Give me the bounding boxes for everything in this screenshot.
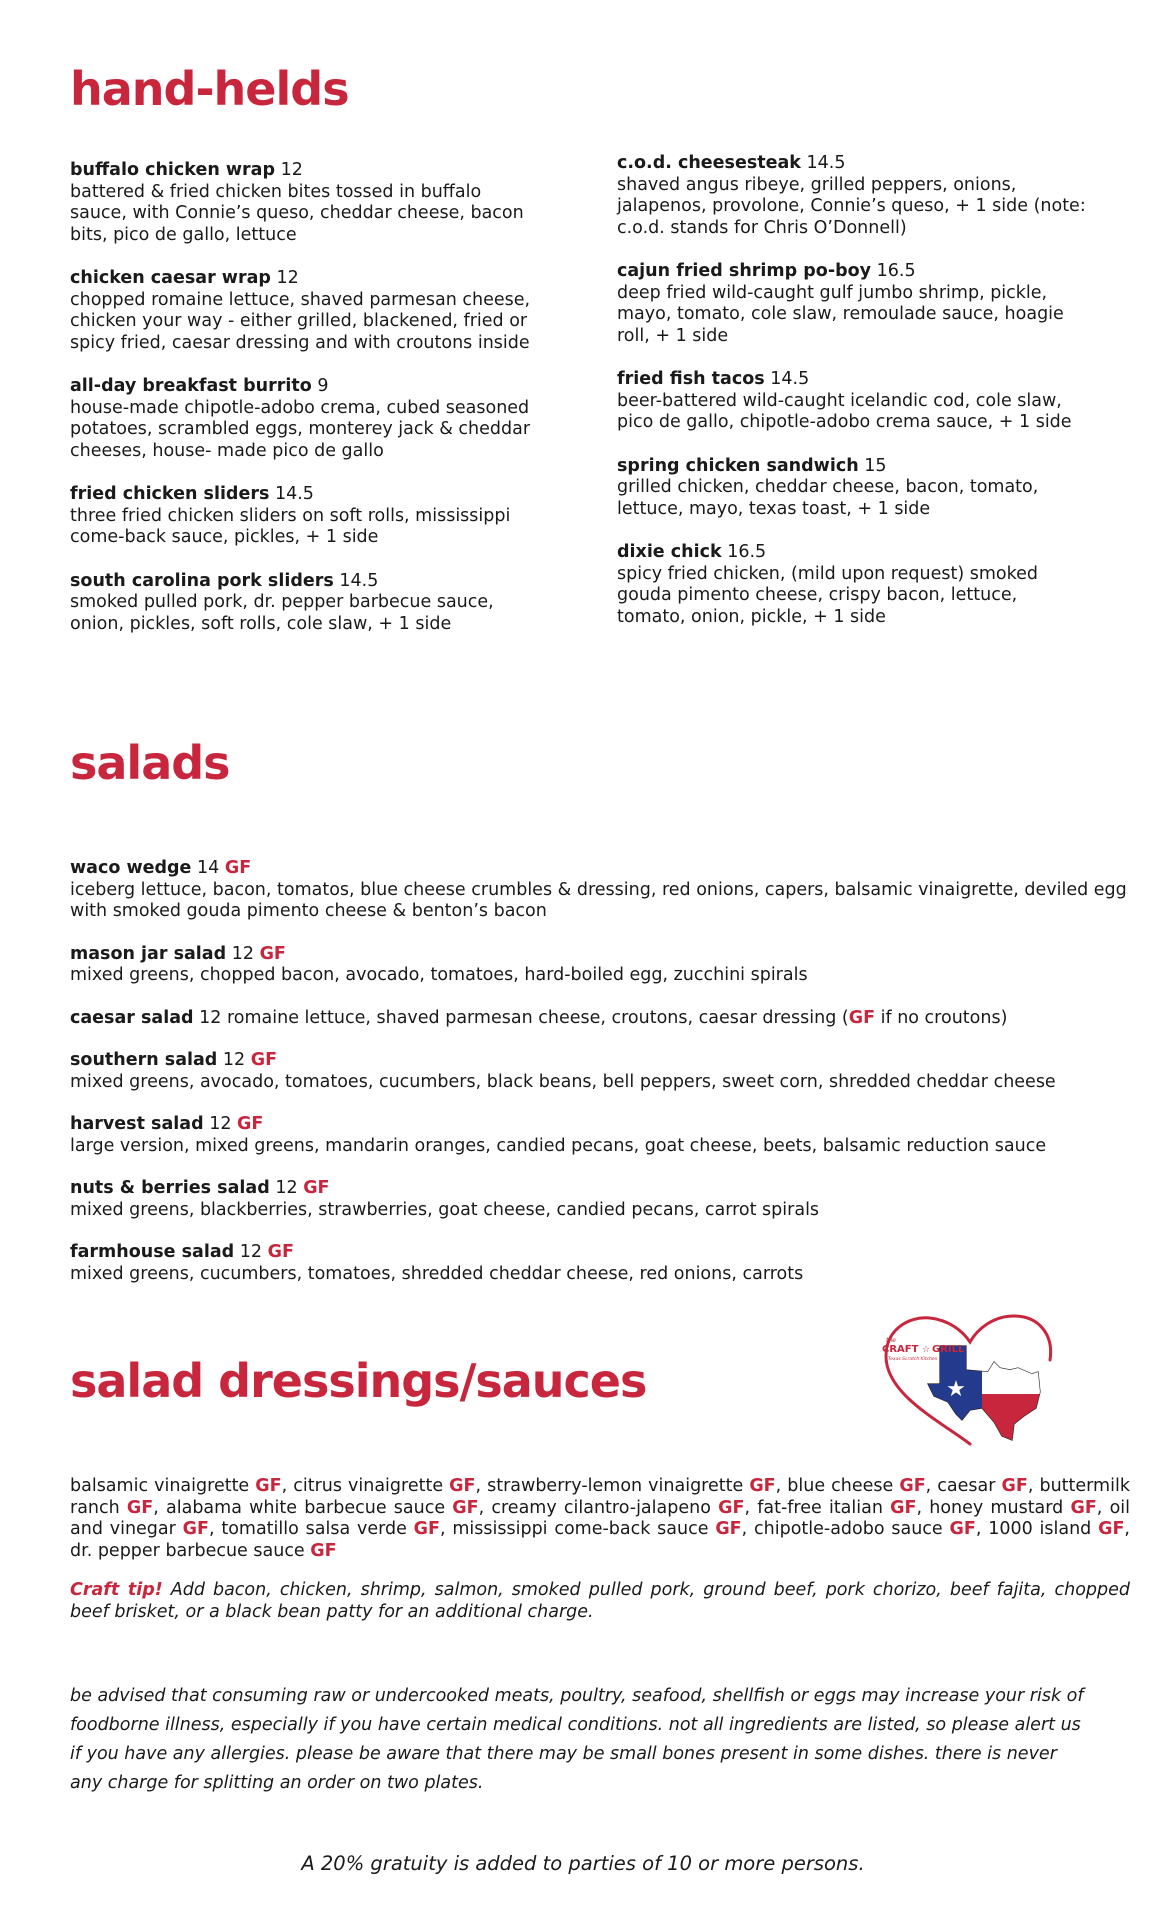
- gf-badge: GF: [259, 943, 286, 964]
- item-price: 12: [280, 160, 303, 180]
- handhelds-left-column: [70, 160, 540, 657]
- menu-item: [70, 376, 540, 462]
- dressing-name: 1000 island: [988, 1519, 1099, 1539]
- logo-word-right: GRILL: [932, 1344, 965, 1355]
- item-description: mixed greens, blackberries, strawberries, goat cheese, candied pecans, carrot spirals: [70, 1199, 820, 1220]
- logo-word-left: CRAFT: [882, 1344, 919, 1355]
- dressing-separator: ,: [1096, 1497, 1110, 1518]
- dressing-separator: ,: [208, 1519, 222, 1539]
- item-description: three fried chicken sliders on soft rolls, mississippi come-back sauce, pickles, + 1 side: [70, 505, 511, 547]
- menu-item: [70, 1008, 1130, 1030]
- gf-badge: GF: [949, 1519, 976, 1539]
- item-description: iceberg lettuce, bacon, tomatos, blue cheese crumbles & dressing, red onions, capers, balsamic vinaigrette, deviled egg with smoked gouda pimento cheese & benton’s bacon: [70, 879, 1127, 921]
- item-name: all-day breakfast burrito: [70, 376, 312, 396]
- menu-item: [70, 1114, 1130, 1157]
- dressing-name: chipotle-adobo sauce: [754, 1519, 950, 1539]
- dressing-separator: ,: [281, 1476, 294, 1496]
- gf-badge: GF: [237, 1114, 264, 1134]
- item-price: 15: [864, 455, 887, 476]
- menu-item: [70, 571, 540, 636]
- gratuity-note: A 20% gratuity is added to parties of 10 or more persons.: [301, 1852, 865, 1875]
- item-price: 12: [222, 1050, 246, 1070]
- allergy-advisory: be advised that consuming raw or undercooked meats, poultry, seafood, shellfish or eggs may increase your risk of foodborne illness, especially if you have certain medical conditions. not all ingredients are listed, so please alert us if you have any allergies. please be aware that there may be small bones present in some dishes. there is never any charge for splitting an order on two plates.: [70, 1686, 1084, 1793]
- item-price: 12: [231, 943, 254, 964]
- gf-badge: GF: [449, 1476, 476, 1496]
- menu-item: [70, 858, 1130, 923]
- menu-item: [70, 1178, 1130, 1221]
- item-description: mixed greens, chopped bacon, avocado, tomatoes, hard-boiled egg, zucchini spirals: [70, 965, 808, 985]
- dressing-name: honey mustard: [929, 1497, 1071, 1518]
- dressing-separator: ,: [1027, 1476, 1040, 1496]
- gf-badge: GF: [749, 1476, 776, 1496]
- item-name: dixie chick: [617, 542, 722, 562]
- menu-item: [70, 160, 540, 246]
- dressing-separator: ,: [439, 1519, 453, 1539]
- item-price: 12: [275, 1178, 298, 1198]
- gf-badge: GF: [1098, 1519, 1125, 1539]
- item-description: grilled chicken, cheddar cheese, bacon, tomato, lettuce, mayo, texas toast, + 1 side: [617, 477, 1039, 519]
- item-price: 16.5: [876, 261, 916, 281]
- gf-badge: GF: [310, 1540, 337, 1561]
- item-price: 14.5: [274, 484, 314, 504]
- gf-badge: GF: [126, 1497, 154, 1518]
- gf-badge: GF: [718, 1497, 745, 1518]
- dressing-separator: ,: [741, 1519, 755, 1539]
- dressing-name: citrus vinaigrette: [293, 1476, 450, 1496]
- gf-badge: GF: [255, 1476, 282, 1496]
- item-name: buffalo chicken wrap: [70, 160, 276, 180]
- dressing-name: mississippi come-back sauce: [452, 1519, 716, 1539]
- logo-subtitle: Texas Scratch Kitchen: [888, 1357, 938, 1362]
- gf-badge: GF: [1001, 1476, 1028, 1496]
- menu-item: [70, 268, 540, 354]
- item-name: cajun fried shrimp po-boy: [617, 261, 872, 281]
- dressing-name: caesar: [937, 1476, 1002, 1496]
- item-description: chopped romaine lettuce, shaved parmesan cheese, chicken your way - either grilled, blackened, fried or spicy fried, caesar dressing and with croutons inside: [70, 289, 531, 353]
- dressing-name: balsamic vinaigrette: [70, 1476, 256, 1496]
- menu-item: [617, 261, 1087, 347]
- item-price: 12: [239, 1242, 263, 1262]
- gf-badge: GF: [890, 1497, 917, 1518]
- item-name: fried chicken sliders: [70, 484, 270, 504]
- dressing-separator: ,: [744, 1497, 758, 1518]
- dressing-name: blue cheese: [787, 1476, 900, 1496]
- gf-badge: GF: [267, 1242, 294, 1262]
- item-name: southern salad: [70, 1050, 218, 1070]
- item-description: 12 romaine lettuce, shaved parmesan cheese, croutons, caesar dressing (: [193, 1007, 849, 1028]
- item-price: 14.5: [806, 153, 846, 173]
- item-description: house-made chipotle-adobo crema, cubed seasoned potatoes, scrambled eggs, monterey jack & cheddar cheeses, house- made pico de gallo: [70, 397, 531, 461]
- menu-item: [70, 1050, 1130, 1093]
- dressing-name: tomatillo salsa verde: [221, 1519, 414, 1539]
- item-price: 14.5: [770, 369, 810, 389]
- item-name: fried fish tacos: [617, 369, 765, 389]
- item-price: 9: [317, 376, 329, 396]
- item-description: mixed greens, avocado, tomatoes, cucumbers, black beans, bell peppers, sweet corn, shredded cheddar cheese: [70, 1071, 1056, 1092]
- item-price: 12: [276, 268, 299, 288]
- item-name: south carolina pork sliders: [70, 570, 334, 591]
- craft-tip: [70, 1580, 1130, 1623]
- menu-item: [70, 944, 1130, 987]
- salads-list: [70, 858, 1130, 1306]
- item-description: deep fried wild-caught gulf jumbo shrimp, pickle, mayo, tomato, cole slaw, remoulade sauce, hoagie roll, + 1 side: [617, 282, 1064, 346]
- item-name: c.o.d. cheesesteak: [617, 153, 801, 173]
- logo-star-icon: ☆: [922, 1345, 931, 1355]
- menu-item: [617, 456, 1087, 521]
- item-name: nuts & berries salad: [70, 1178, 270, 1198]
- gf-badge: GF: [715, 1519, 742, 1539]
- item-name: harvest salad: [70, 1114, 204, 1134]
- item-description: mixed greens, cucumbers, tomatoes, shredded cheddar cheese, red onions, carrots: [70, 1263, 804, 1284]
- section-title-dressings: salad dressings/sauces: [70, 1354, 647, 1408]
- item-name: farmhouse salad: [70, 1242, 235, 1262]
- item-description: spicy fried chicken, (mild upon request) smoked gouda pimento cheese, crispy bacon, lettuce, tomato, onion, pickle, + 1 side: [617, 563, 1038, 627]
- section-title-handhelds: hand-helds: [70, 62, 349, 116]
- dressing-separator: ,: [475, 1476, 488, 1496]
- gf-badge: GF: [899, 1476, 926, 1496]
- item-description: large version, mixed greens, mandarin oranges, candied pecans, goat cheese, beets, balsamic reduction sauce: [70, 1135, 1047, 1156]
- dressing-separator: ,: [975, 1519, 989, 1539]
- menu-item: [617, 542, 1087, 628]
- dressing-name: strawberry-lemon vinaigrette: [487, 1476, 750, 1496]
- gf-badge: GF: [182, 1519, 209, 1539]
- item-name: waco wedge: [70, 858, 192, 878]
- menu-item: [70, 484, 540, 549]
- item-name: caesar salad: [70, 1007, 194, 1028]
- item-name: mason jar salad: [70, 943, 227, 964]
- gf-badge: GF: [303, 1178, 330, 1198]
- menu-item: [70, 1242, 1130, 1285]
- item-price: 14: [197, 858, 220, 878]
- dressing-name: oil and vinegar: [70, 1497, 1130, 1539]
- item-description: shaved angus ribeye, grilled peppers, onions, jalapenos, provolone, Connie’s queso, + 1 side (note: c.o.d. stands for Chris O’Donnell): [617, 174, 1086, 238]
- gf-badge: GF: [224, 858, 252, 878]
- item-description: smoked pulled pork, dr. pepper barbecue sauce, onion, pickles, soft rolls, cole slaw, + 1 side: [70, 592, 494, 634]
- gf-badge: GF: [413, 1519, 440, 1539]
- craft-tip-label: Craft tip!: [70, 1580, 163, 1600]
- item-description-tail: if no croutons): [875, 1007, 1008, 1028]
- dressing-separator: ,: [916, 1497, 930, 1518]
- gf-badge: GF: [1070, 1497, 1097, 1518]
- dressings-block: [70, 1476, 1130, 1623]
- gf-badge: GF: [452, 1497, 479, 1518]
- item-name: spring chicken sandwich: [617, 455, 859, 476]
- craft-tip-text: Add bacon, chicken, shrimp, salmon, smoked pulled pork, ground beef, pork chorizo, beef fajita, chopped beef brisket, or a black bean patty for an additional charge.: [70, 1580, 1130, 1622]
- dressing-name: alabama white barbecue sauce: [166, 1497, 453, 1518]
- item-price: 16.5: [727, 542, 767, 562]
- dressing-name: creamy cilantro-jalapeno: [491, 1497, 719, 1518]
- menu-item: [617, 153, 1087, 239]
- section-title-salads: salads: [70, 736, 230, 790]
- craft-grill-logo: [878, 1312, 1058, 1452]
- gf-badge: GF: [250, 1050, 278, 1070]
- item-price: 12: [209, 1114, 232, 1134]
- dressing-name: fat-free italian: [757, 1497, 891, 1518]
- dressing-separator: ,: [1124, 1519, 1130, 1539]
- menu-item: [617, 369, 1087, 434]
- item-description: beer-battered wild-caught icelandic cod, cole slaw, pico de gallo, chipotle-adobo crema sauce, + 1 side: [617, 390, 1072, 432]
- logo-small-text: the: [886, 1337, 896, 1344]
- gf-badge: GF: [848, 1007, 876, 1028]
- dressing-separator: ,: [775, 1476, 788, 1496]
- item-description: battered & fried chicken bites tossed in buffalo sauce, with Connie’s queso, cheddar cheese, bacon bits, pico de gallo, lettuce: [70, 181, 524, 245]
- dressings-list: [70, 1476, 1130, 1562]
- svg-text:★: ★: [946, 1377, 966, 1402]
- dressing-name: buttermilk ranch: [70, 1476, 1130, 1518]
- dressing-separator: ,: [153, 1497, 167, 1518]
- item-name: chicken caesar wrap: [70, 268, 271, 288]
- handhelds-right-column: [617, 153, 1087, 650]
- item-price: 14.5: [339, 570, 379, 591]
- dressing-separator: ,: [478, 1497, 492, 1518]
- dressing-separator: ,: [925, 1476, 938, 1496]
- dressing-name: dr. pepper barbecue sauce: [70, 1540, 311, 1561]
